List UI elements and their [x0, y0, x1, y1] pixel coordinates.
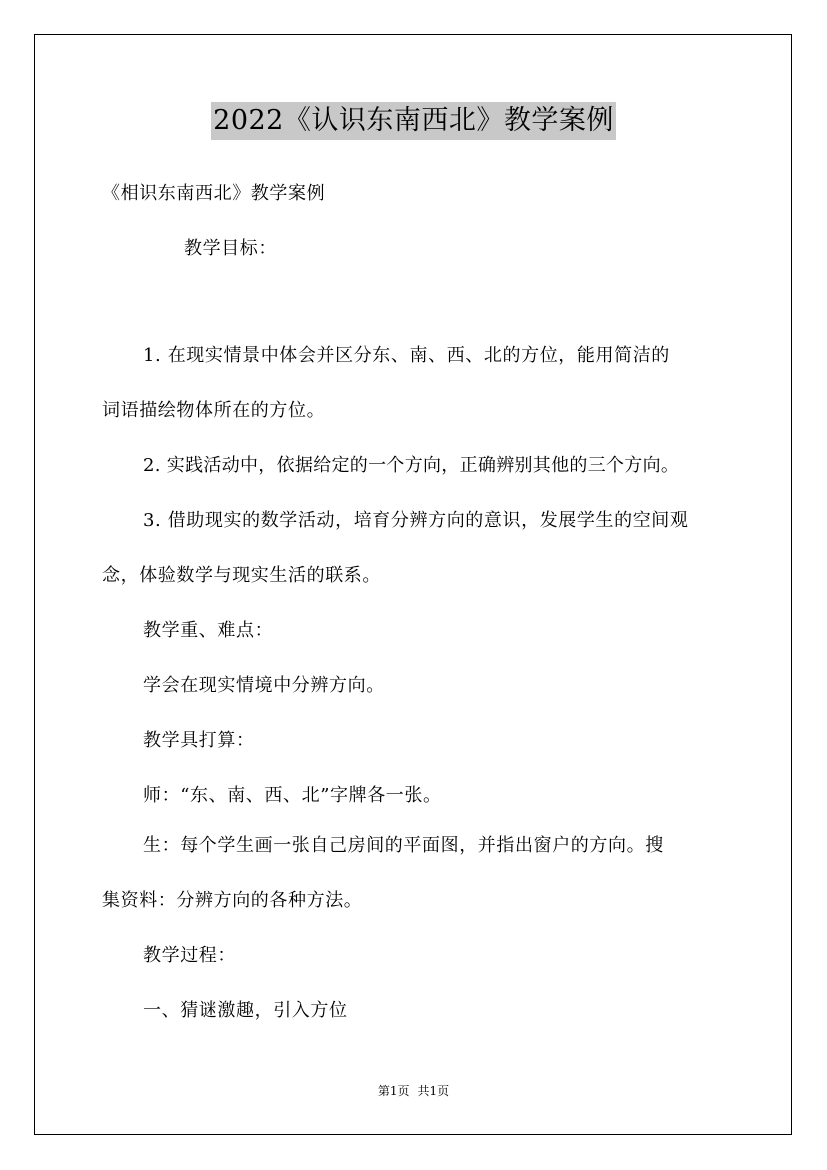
teacher-prep: 师：“东、南、西、北”字牌各一张。 [143, 785, 442, 806]
goal-3-line-1: 3. 借助现实的数学活动，培育分辨方向的意识，发展学生的空间观 [143, 510, 689, 531]
page-footer [0, 1083, 827, 1099]
goal-2: 2. 实践活动中，依据给定的一个方向，正确辨别其他的三个方向。 [143, 455, 680, 476]
key-points-text: 学会在现实情境中分辨方向。 [143, 675, 385, 696]
process-heading: 教学过程： [143, 945, 236, 966]
document-title: 2022《认识东南西北》教学案例 [211, 102, 616, 140]
prep-heading: 教学具打算： [143, 730, 255, 751]
goal-1-line-1: 1. 在现实情景中体会并区分东、南、西、北的方位，能用简洁的 [143, 345, 670, 366]
key-points-heading: 教学重、难点： [143, 620, 274, 641]
student-prep-line-1: 生：每个学生画一张自己房间的平面图，并指出窗户的方向。搜 [143, 835, 664, 856]
page-number-total: 共1页 [417, 1084, 450, 1098]
student-prep-line-2: 集资料：分辨方向的各种方法。 [102, 890, 363, 911]
goal-3-line-2: 念，体验数学与现实生活的联系。 [102, 565, 381, 586]
document-subtitle: 《相识东南西北》教学案例 [102, 183, 326, 204]
step-1: 一、猜谜激趣，引入方位 [143, 1000, 348, 1021]
goal-1-line-2: 词语描绘物体所在的方位。 [102, 400, 326, 421]
title-container [0, 102, 827, 140]
page-number-current: 第1页 [377, 1084, 410, 1098]
goals-heading: 教学目标： [184, 238, 277, 259]
